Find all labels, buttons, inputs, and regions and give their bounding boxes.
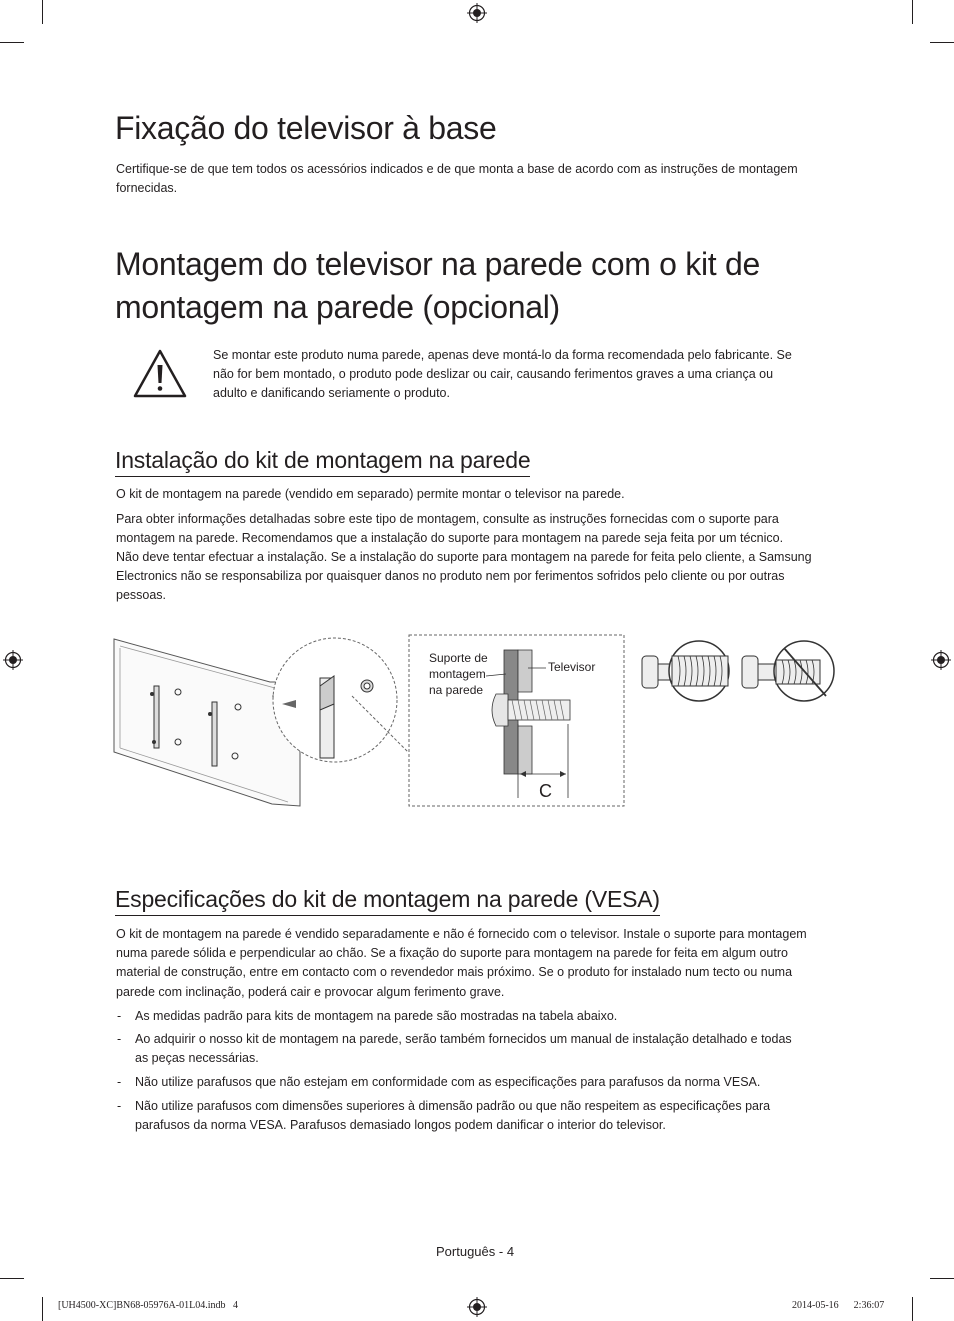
label-wall-bracket-line: Suporte de bbox=[429, 651, 488, 665]
vesa-paragraph-line: O kit de montagem na parede é vendido separadamente e não é fornecido com o televisor. Instale o suporte para montagem bbox=[116, 927, 807, 941]
crop-mark bbox=[912, 1297, 913, 1321]
vesa-bullet-item bbox=[117, 1007, 837, 1026]
install-paragraph-line: Electronics não se responsabiliza por quaisquer danos no produto nem por ferimentos sofridos pelo cliente ou por outras bbox=[116, 569, 785, 583]
install-paragraph-line: pessoas. bbox=[116, 588, 167, 602]
crop-mark bbox=[0, 42, 24, 43]
page-number: Português - 4 bbox=[436, 1244, 515, 1259]
bullet-dash: - bbox=[117, 1009, 122, 1023]
bullet-text: as peças necessárias. bbox=[135, 1051, 259, 1065]
bullet-text: Não utilize parafusos que não estejam em conformidade com as especificações para parafusos da norma VESA. bbox=[135, 1075, 761, 1089]
vesa-bullet-item bbox=[117, 1030, 837, 1068]
bullet-dash: - bbox=[117, 1075, 122, 1089]
crop-mark bbox=[930, 1278, 954, 1279]
bullet-dash: - bbox=[117, 1099, 122, 1113]
vesa-paragraph-line: numa parede sólida e perpendicular ao chão. Se a fixação do suporte para montagem na parede for feita em algum outro bbox=[116, 946, 788, 960]
install-paragraph-line: Para obter informações detalhadas sobre este tipo de montagem, consulte as instruções fornecidas com o suporte para bbox=[116, 512, 779, 526]
label-c: C bbox=[539, 781, 552, 801]
install-paragraph-line: Não deve tentar efectuar a instalação. Se a instalação do suporte para montagem na parede for feita pelo cliente, a Samsung bbox=[116, 550, 812, 564]
label-tv: Televisor bbox=[548, 660, 596, 674]
crop-mark bbox=[42, 0, 43, 24]
section-title-wall-mount: montagem na parede (opcional) bbox=[115, 289, 560, 325]
registration-mark-icon bbox=[467, 3, 487, 23]
registration-mark-icon bbox=[931, 650, 951, 670]
crop-mark bbox=[930, 42, 954, 43]
install-paragraph-line: montagem na parede. Recomendamos que a instalação do suporte para montagem na parede seja feita por um técnico. bbox=[116, 531, 784, 545]
warning-text-line: Se montar este produto numa parede, apenas deve montá-lo da forma recomendada pelo fabricante. Se bbox=[213, 348, 792, 362]
bullet-text: As medidas padrão para kits de montagem na parede são mostradas na tabela abaixo. bbox=[135, 1009, 618, 1023]
label-wall-bracket-line: na parede bbox=[429, 683, 484, 697]
registration-mark-icon bbox=[467, 1297, 487, 1317]
bullet-dash: - bbox=[117, 1032, 122, 1046]
bullet-text: parafusos da norma VESA. Parafusos demasiado longos podem danificar o interior do televisor. bbox=[135, 1118, 666, 1132]
subsection-title-vesa: Especificações do kit de montagem na parede (VESA) bbox=[115, 886, 660, 916]
footer-timestamp: 2014-05-16 2:36:07 bbox=[792, 1300, 885, 1311]
label-wall-bracket-line: montagem bbox=[429, 667, 486, 681]
subsection-title-install: Instalação do kit de montagem na parede bbox=[115, 447, 530, 477]
warning-text-line: adulto e danificando seriamente o produto. bbox=[213, 386, 450, 400]
registration-mark-icon bbox=[3, 650, 23, 670]
section-title-stand: Fixação do televisor à base bbox=[115, 110, 497, 146]
bullet-text: Não utilize parafusos com dimensões superiores à dimensão padrão ou que não respeitem as especificações para bbox=[135, 1099, 771, 1113]
screw-correct-icon bbox=[640, 638, 732, 704]
section-title-wall-mount: Montagem do televisor na parede com o kit de bbox=[115, 246, 760, 282]
warning-icon bbox=[132, 348, 188, 400]
stand-body-line: Certifique-se de que tem todos os acessórios indicados e de que monta a base de acordo com as instruções de montagem bbox=[116, 162, 798, 176]
crop-mark bbox=[42, 1297, 43, 1321]
label-wall-bracket bbox=[429, 650, 488, 698]
vesa-paragraph-line: material de construção, entre em contacto com o revendedor mais próximo. Se o produto for instalado num tecto ou numa bbox=[116, 965, 793, 979]
vesa-paragraph-line: parede com inclinação, poderá cair e provocar algum ferimento grave. bbox=[116, 985, 505, 999]
stand-body-line: fornecidas. bbox=[116, 181, 178, 195]
footer-filename: [UH4500-XC]BN68-05976A-01L04.indb 4 bbox=[58, 1300, 238, 1311]
crop-mark bbox=[912, 0, 913, 24]
vesa-bullet-item bbox=[117, 1097, 837, 1135]
screw-incorrect-icon bbox=[740, 638, 836, 704]
crop-mark bbox=[0, 1278, 24, 1279]
install-paragraph: O kit de montagem na parede (vendido em separado) permite montar o televisor na parede. bbox=[116, 487, 625, 501]
tv-back-illustration bbox=[112, 634, 412, 810]
vesa-bullet-item bbox=[117, 1073, 837, 1092]
warning-text-line: não for bem montado, o produto pode deslizar ou cair, causando ferimentos graves a uma criança ou bbox=[213, 367, 774, 381]
bullet-text: Ao adquirir o nosso kit de montagem na parede, serão também fornecidos um manual de instalação detalhado e todas bbox=[135, 1032, 792, 1046]
